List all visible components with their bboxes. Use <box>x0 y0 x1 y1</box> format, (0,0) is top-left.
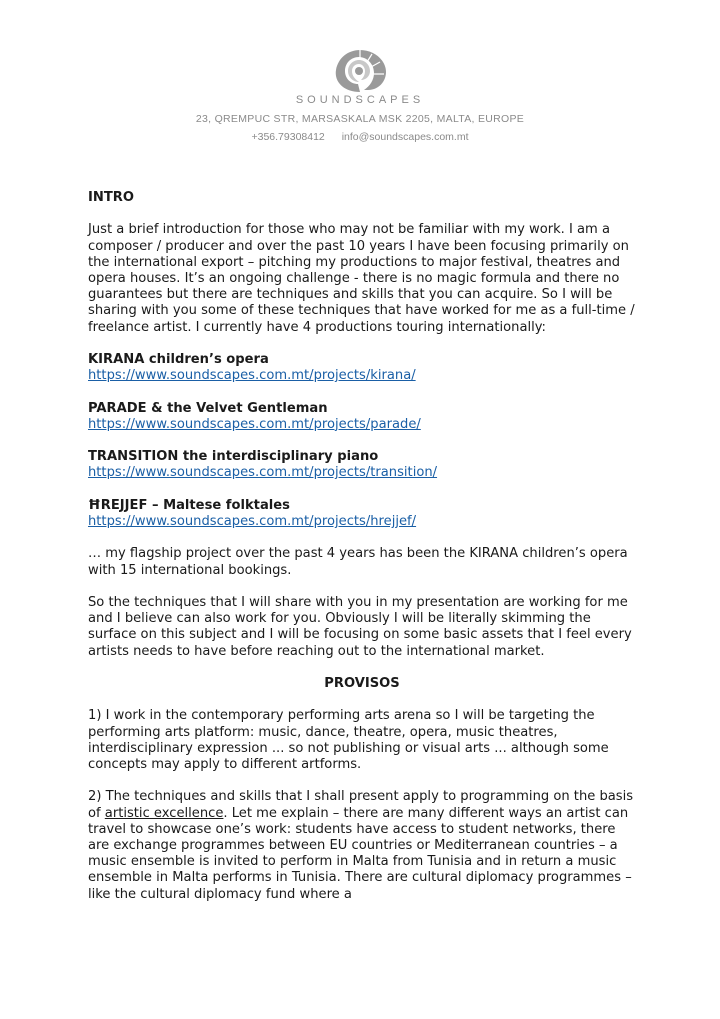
nautilus-shell-icon <box>330 46 390 94</box>
flagship-paragraph: … my flagship project over the past 4 years has been the KIRANA children’s opera with 15 international bookings. <box>88 546 628 578</box>
proviso-2-text: 2) The techniques and skills that I shall present apply to programming on the basis of <box>88 789 634 821</box>
techniques-paragraph: So the techniques that I will share with you in my presentation are working for me and I believe can also work for you. Obviously I will be literally skimming the surface on this subject and I will be focusing on some basic assets that I feel every artists needs to have before reaching out to the international market. <box>88 594 632 659</box>
project-title: TRANSITION the interdisciplinary piano <box>88 449 379 465</box>
artistic-excellence-emphasis: artistic excellence <box>104 805 224 821</box>
proviso-item-2 <box>88 789 636 902</box>
proviso-2-text-cont: . Let me explain – there are many different ways an artist can travel to showcase one’s work: students have access to student networks, there are exchange programmes between EU countries or Mediterranean countries – a music ensemble is invited to perform in Malta from Tunisia and in return a music ensemble in Malta performs in Tunisia. There are cultural diplomacy programmes – like the cultural diplomacy fund where a <box>88 805 632 902</box>
phone: +356.79308412 <box>251 131 325 143</box>
project-link[interactable]: https://www.soundscapes.com.mt/projects/kirana/ <box>88 368 416 384</box>
project-link[interactable]: https://www.soundscapes.com.mt/projects/transition/ <box>88 465 438 481</box>
email[interactable]: info@soundscapes.com.mt <box>341 131 469 143</box>
address: 23, QREMPUC STR, MARSASKALA MSK 2205, MALTA, EUROPE <box>195 113 525 125</box>
brand-name: SOUNDSCAPES <box>295 94 425 106</box>
project-item <box>88 449 636 481</box>
provisos-heading: PROVISOS <box>324 675 400 691</box>
document-body <box>88 190 636 919</box>
project-link[interactable]: https://www.soundscapes.com.mt/projects/parade/ <box>88 416 421 432</box>
project-title: KIRANA children’s opera <box>88 352 269 367</box>
contact-line <box>0 131 720 143</box>
project-item <box>88 498 636 530</box>
project-item <box>88 352 636 384</box>
intro-paragraph: Just a brief introduction for those who may not be familiar with my work. I am a composer / producer and over the past 10 years I have been focusing primarily on the international export – pitching my productions to major festival, theatres and opera houses. It’s an ongoing challenge - there is no magic formula and there no guarantees but there are techniques and skills that you can acquire. So I will be sharing with you some of these techniques that have worked for me as a full-time / freelance artist. I currently have 4 productions touring internationally: <box>88 222 635 335</box>
project-title: ĦREJJEF – Maltese folktales <box>88 497 290 513</box>
project-title: PARADE & the Velvet Gentleman <box>88 400 328 416</box>
project-link[interactable]: https://www.soundscapes.com.mt/projects/hrejjef/ <box>88 513 417 529</box>
proviso-item-1: 1) I work in the contemporary performing arts arena so I will be targeting the performing arts platform: music, dance, theatre, opera, music theatres, interdisciplinary expression ... so not publishing or visual arts ... although some concepts may apply to different artforms. <box>88 708 609 772</box>
project-item <box>88 401 636 433</box>
intro-heading: INTRO <box>88 190 134 205</box>
